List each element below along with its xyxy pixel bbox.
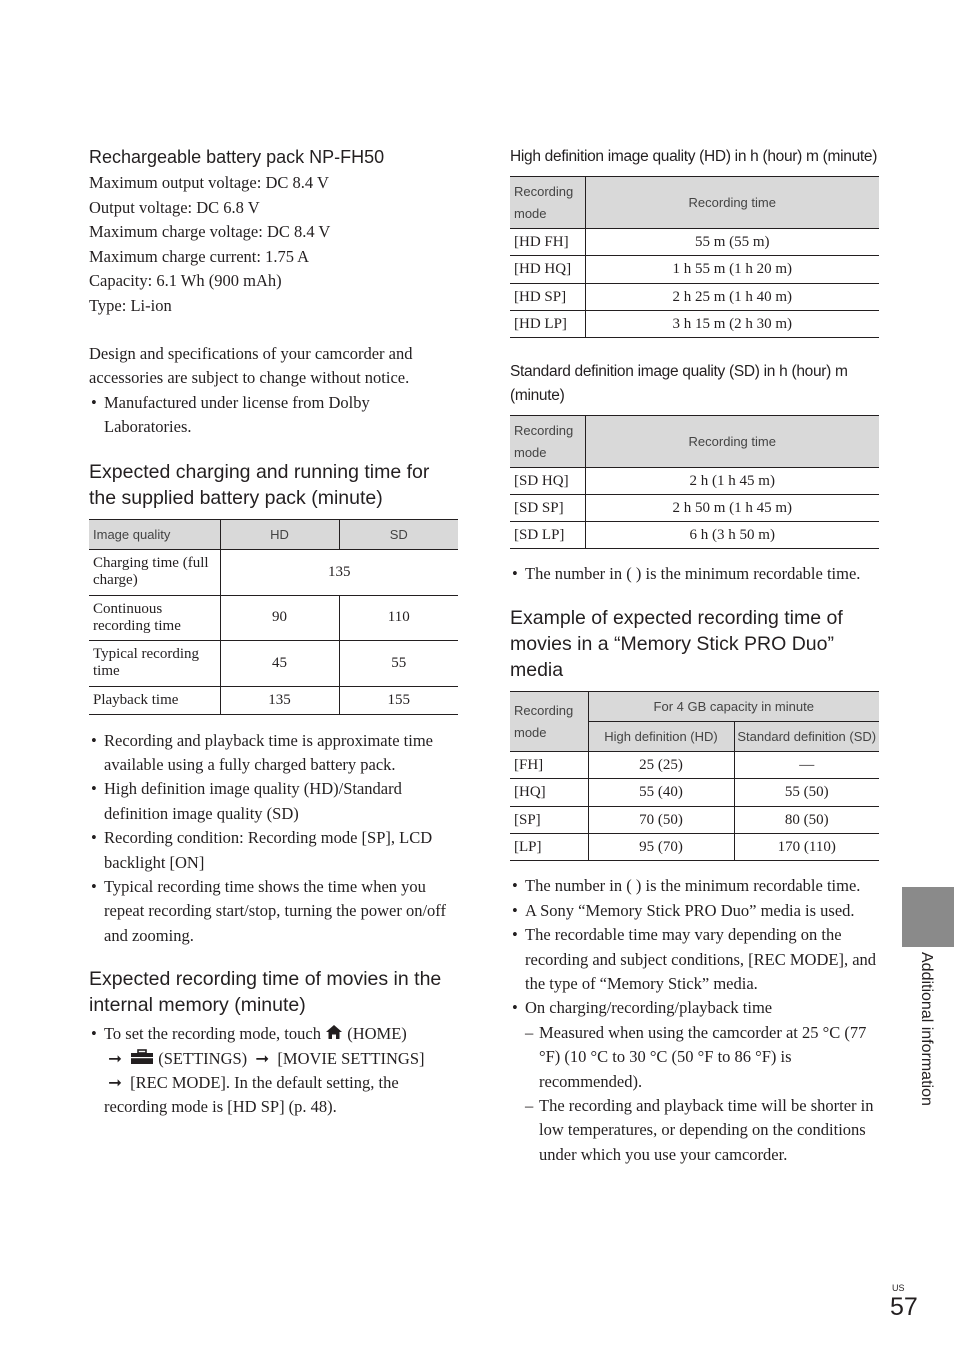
battery-specs xyxy=(89,171,458,319)
left-column xyxy=(89,140,458,1120)
spec-line: Output voltage: DC 6.8 V xyxy=(89,197,260,217)
list-item: • Manufactured under license from Dolby Laboratories. xyxy=(89,391,458,440)
charging-table xyxy=(89,519,458,715)
hd-recording-table xyxy=(510,176,879,338)
mode-cell: [HD LP] xyxy=(510,311,585,338)
table-row xyxy=(510,284,879,311)
mode-cell: [LP] xyxy=(510,834,588,861)
table-row xyxy=(510,311,879,338)
list-item: • The number in ( ) is the minimum recordable time. xyxy=(510,874,879,898)
table-header-row xyxy=(89,519,458,549)
hd-cell: 95 (70) xyxy=(588,834,734,861)
table-row xyxy=(89,640,458,686)
home-label: (HOME) xyxy=(347,1024,407,1044)
sd-cell: 55 (50) xyxy=(734,779,879,807)
header-cell: For 4 GB capacity in minute xyxy=(588,692,879,722)
list-item-text: On charging/recording/playback time xyxy=(525,998,773,1018)
dolby-list xyxy=(89,391,458,440)
region-code: US xyxy=(892,1283,905,1293)
time-cell: 1 h 55 m (1 h 20 m) xyxy=(585,256,879,284)
section-side-label xyxy=(911,952,935,1142)
mode-cell: [SD SP] xyxy=(510,495,585,522)
mode-cell: [HD FH] xyxy=(510,229,585,256)
table-header-row xyxy=(510,692,879,722)
sd-cell: 80 (50) xyxy=(734,807,879,834)
table-row xyxy=(510,752,879,779)
hd-table-caption: High definition image quality (HD) in h (hour) m (minute) xyxy=(510,148,878,165)
side-label-text: Additional information xyxy=(918,952,935,1106)
list-item: • High definition image quality (HD)/Standard definition image quality (SD) xyxy=(89,777,458,826)
list-item: • A Sony “Memory Stick PRO Duo” media is used. xyxy=(510,899,879,923)
mode-cell: [SD LP] xyxy=(510,522,585,549)
row-label: Typical recording time xyxy=(89,640,220,686)
ms-section-title: Example of expected recording time of movies in a “Memory Stick PRO Duo” media xyxy=(510,607,843,682)
arrow-right-icon: ➞ xyxy=(255,1048,270,1068)
table-row xyxy=(510,807,879,834)
ms-notes xyxy=(510,874,879,1167)
spec-line: Maximum output voltage: DC 8.4 V xyxy=(89,173,329,192)
hd-cell: 70 (50) xyxy=(588,807,734,834)
table-row xyxy=(89,595,458,640)
arrow-right-icon: ➞ xyxy=(108,1048,122,1068)
cell-value: 110 xyxy=(339,595,458,640)
mode-cell: [SP] xyxy=(510,807,588,834)
list-item: • The number in ( ) is the minimum recordable time. xyxy=(510,562,879,586)
spec-line: Type: Li-ion xyxy=(89,295,172,315)
cell-value: 155 xyxy=(339,686,458,714)
mode-cell: [FH] xyxy=(510,752,588,779)
time-cell: 3 h 15 m (2 h 30 m) xyxy=(585,311,879,338)
header-cell: Recording time xyxy=(585,416,879,468)
mode-cell: [SD HQ] xyxy=(510,468,585,495)
ms-recording-table xyxy=(510,691,879,861)
list-item: • Typical recording time shows the time when you repeat recording start/stop, turning the power on/off and zooming. xyxy=(89,875,458,948)
movie-settings-label: [MOVIE SETTINGS] xyxy=(277,1048,425,1068)
spec-line: Maximum charge voltage: DC 8.4 V xyxy=(89,222,331,242)
table-row xyxy=(510,834,879,861)
table-header-row xyxy=(510,416,879,468)
header-cell: Image quality xyxy=(89,519,220,549)
time-cell: 2 h 25 m (1 h 40 m) xyxy=(585,284,879,311)
row-label: Playback time xyxy=(89,686,220,714)
arrow-right-icon: ➞ xyxy=(108,1073,122,1093)
table-row xyxy=(510,495,879,522)
charging-section-title: Expected charging and running time for the supplied battery pack (minute) xyxy=(89,460,430,509)
list-item xyxy=(510,996,879,1167)
table-row xyxy=(510,522,879,549)
table-row xyxy=(510,468,879,495)
right-column xyxy=(510,140,879,1167)
instruction-text: To set the recording mode, touch xyxy=(104,1024,321,1044)
row-label: Continuous recording time xyxy=(89,595,220,640)
list-item: • The recordable time may vary depending on the recording and subject conditions, [REC MODE], and the type of “Memory Stick” media. xyxy=(510,923,879,996)
battery-title: Rechargeable battery pack NP-FH50 xyxy=(89,147,385,167)
list-item: • Recording condition: Recording mode [SP], LCD backlight [ON] xyxy=(89,826,458,875)
list-item xyxy=(89,1022,458,1120)
header-cell: SD xyxy=(339,519,458,549)
table-row xyxy=(89,549,458,595)
sd-notes xyxy=(510,562,879,586)
sub-list-item: – The recording and playback time will be shorter in low temperatures, or depending on the conditions under which you use your camcorder. xyxy=(525,1094,879,1167)
sd-table-caption: Standard definition image quality (SD) in h (hour) m (minute) xyxy=(510,363,848,404)
time-cell: 2 h (1 h 45 m) xyxy=(585,468,879,495)
table-row xyxy=(89,686,458,714)
header-cell: HD xyxy=(220,519,339,549)
header-cell: Recording time xyxy=(585,177,879,229)
cell-value: 45 xyxy=(220,640,339,686)
charging-notes xyxy=(89,729,458,949)
table-row xyxy=(510,779,879,807)
settings-label: (SETTINGS) xyxy=(158,1048,248,1068)
table-row xyxy=(510,256,879,284)
header-cell: Recording mode xyxy=(510,416,585,468)
home-icon xyxy=(325,1024,343,1040)
row-label: Charging time (full charge) xyxy=(89,549,220,595)
sd-cell: 170 (110) xyxy=(734,834,879,861)
cell-value: 55 xyxy=(339,640,458,686)
mode-cell: [HD SP] xyxy=(510,284,585,311)
table-row xyxy=(510,229,879,256)
spec-line: Maximum charge current: 1.75 A xyxy=(89,246,310,266)
time-cell: 2 h 50 m (1 h 45 m) xyxy=(585,495,879,522)
mode-cell: [HD HQ] xyxy=(510,256,585,284)
hd-cell: 55 (40) xyxy=(588,779,734,807)
time-cell: 55 m (55 m) xyxy=(585,229,879,256)
rec-mode-text: [REC MODE]. In the default setting, the recording mode is [HD SP] (p. 48). xyxy=(104,1073,399,1117)
sub-list-item: – Measured when using the camcorder at 25 °C (77 °F) (10 °C to 30 °C (50 °F to 86 °F) is recommended). xyxy=(525,1021,879,1094)
mode-cell: [HQ] xyxy=(510,779,588,807)
sd-recording-table xyxy=(510,415,879,549)
section-tab xyxy=(902,887,954,947)
hd-cell: 25 (25) xyxy=(588,752,734,779)
internal-section-title: Expected recording time of movies in the internal memory (minute) xyxy=(89,968,442,1017)
sd-cell: — xyxy=(734,752,879,779)
cell-value: 135 xyxy=(220,686,339,714)
cell-value: 135 xyxy=(220,549,458,595)
cell-value: 90 xyxy=(220,595,339,640)
header-cell: Standard definition (SD) xyxy=(734,722,879,752)
header-cell: Recording mode xyxy=(510,692,588,752)
table-header-row xyxy=(510,177,879,229)
toolbox-icon xyxy=(130,1049,154,1065)
header-cell: Recording mode xyxy=(510,177,585,229)
spec-line: Capacity: 6.1 Wh (900 mAh) xyxy=(89,271,282,291)
list-item: • Recording and playback time is approximate time available using a fully charged battery pack. xyxy=(89,729,458,778)
page-number: 57 xyxy=(890,1293,918,1321)
time-cell: 6 h (3 h 50 m) xyxy=(585,522,879,549)
internal-notes xyxy=(89,1022,458,1120)
header-cell: High definition (HD) xyxy=(588,722,734,752)
sub-list xyxy=(525,1021,879,1167)
spec-notice: Design and specifications of your camcorder and accessories are subject to change without notice. xyxy=(89,343,413,388)
